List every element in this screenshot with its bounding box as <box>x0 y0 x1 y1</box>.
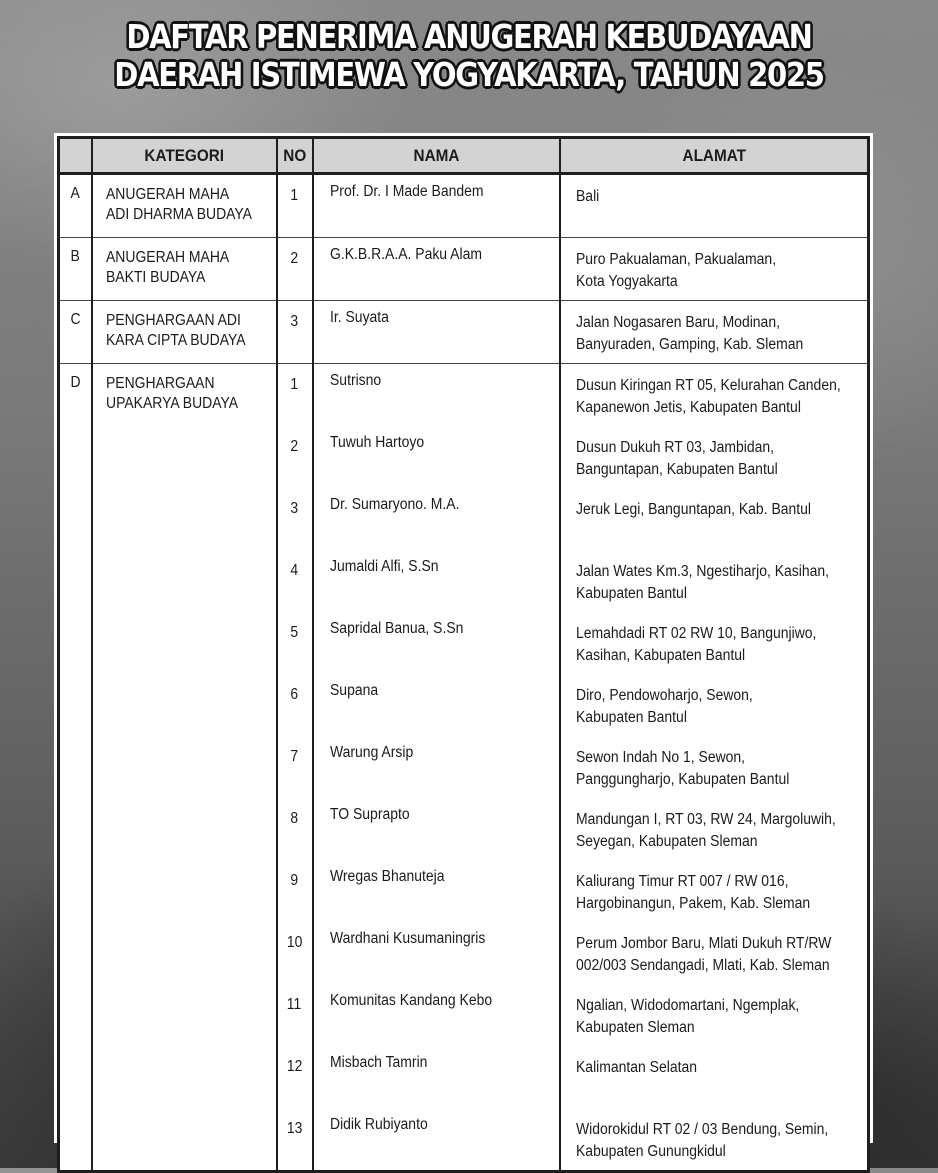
entry-no: 9 <box>290 872 299 889</box>
entry-name-cell <box>314 364 559 426</box>
entry-name-cell <box>314 1108 559 1170</box>
entry-no-cell <box>278 1108 312 1170</box>
table-row-category-b <box>59 238 869 301</box>
entry-no-cell <box>278 1046 312 1108</box>
nama-column <box>313 301 560 364</box>
entry-address-cell <box>561 426 868 488</box>
entry-no: 2 <box>290 438 299 455</box>
entry-name: Supana <box>329 682 378 699</box>
table-row-category-a <box>59 174 869 238</box>
entry-address-line-2: Kapanewon Jetis, Kabupaten Bantul <box>575 399 801 416</box>
entry-name: Sutrisno <box>329 372 381 389</box>
entry-name: Misbach Tamrin <box>329 1054 427 1071</box>
entry-address-line-2: Panggungharjo, Kabupaten Bantul <box>575 771 789 788</box>
entry-address-line-1: Diro, Pendowoharjo, Sewon, <box>575 687 753 704</box>
entry-no: 6 <box>290 686 299 703</box>
entry-address-cell <box>561 301 868 363</box>
entry-name: Jumaldi Alfi, S.Sn <box>329 558 439 575</box>
entry-address-line-2: 002/003 Sendangadi, Mlati, Kab. Sleman <box>575 957 830 974</box>
recipients-table <box>57 136 870 1173</box>
entry-address-line-2: Hargobinangun, Pakem, Kab. Sleman <box>575 895 810 912</box>
entry-name: Ir. Suyata <box>329 309 389 326</box>
alamat-column <box>560 364 869 1172</box>
entry-name-cell <box>314 238 559 300</box>
entry-address-cell <box>561 674 868 736</box>
no-column <box>277 301 313 364</box>
entry-no-cell <box>278 301 312 363</box>
entry-no-cell <box>278 922 312 984</box>
entry-no: 2 <box>290 250 299 267</box>
entry-address-line-2: Seyegan, Kabupaten Sleman <box>575 833 757 850</box>
entry-no: 11 <box>287 996 302 1013</box>
entry-address-line-2: Kabupaten Bantul <box>575 585 687 602</box>
entry-name: G.K.B.R.A.A. Paku Alam <box>329 246 482 263</box>
table-header-row <box>59 138 869 174</box>
entry-name: Sapridal Banua, S.Sn <box>329 620 463 637</box>
entry-name-cell <box>314 426 559 488</box>
category-letter: D <box>59 364 92 1172</box>
entry-name-cell <box>314 984 559 1046</box>
table-row-category-c <box>59 301 869 364</box>
page-title <box>0 18 938 94</box>
entry-name-cell <box>314 488 559 550</box>
nama-column <box>313 364 560 1172</box>
entry-address-cell <box>561 1046 868 1108</box>
entry-no: 1 <box>290 376 299 393</box>
entry-no: 7 <box>290 748 299 765</box>
category-name <box>92 301 277 364</box>
entry-no-cell <box>278 984 312 1046</box>
category-line-2: ADI DHARMA BUDAYA <box>105 206 252 223</box>
entry-no-cell <box>278 798 312 860</box>
entry-name-cell <box>314 1046 559 1108</box>
entry-name-cell <box>314 798 559 860</box>
entry-no: 10 <box>286 934 303 951</box>
alamat-column <box>560 174 869 238</box>
entry-address-line-1: Jeruk Legi, Banguntapan, Kab. Bantul <box>575 501 811 518</box>
entry-address-cell <box>561 984 868 1046</box>
entry-name-cell <box>314 175 559 237</box>
entry-name: Dr. Sumaryono. M.A. <box>329 496 459 513</box>
entry-name: TO Suprapto <box>329 806 410 823</box>
entry-no: 4 <box>290 562 299 579</box>
entry-address-line-2: Kabupaten Gunungkidul <box>575 1143 726 1160</box>
entry-address-cell <box>561 798 868 860</box>
entry-name: Warung Arsip <box>329 744 413 761</box>
entry-address-cell <box>561 860 868 922</box>
category-letter: A <box>59 174 92 238</box>
header-alamat: ALAMAT <box>560 138 869 174</box>
entry-address-line-1: Widorokidul RT 02 / 03 Bendung, Semin, <box>575 1121 828 1138</box>
header-nama: NAMA <box>313 138 560 174</box>
entry-name-cell <box>314 736 559 798</box>
entry-address-line-1: Lemahdadi RT 02 RW 10, Bangunjiwo, <box>575 625 816 642</box>
entry-address-cell <box>561 736 868 798</box>
entry-name: Prof. Dr. I Made Bandem <box>329 183 484 200</box>
table-row-category-d <box>59 364 869 1172</box>
header-kategori: KATEGORI <box>92 138 277 174</box>
entry-address-line-1: Jalan Wates Km.3, Ngestiharjo, Kasihan, <box>575 563 829 580</box>
no-column <box>277 174 313 238</box>
category-name <box>92 174 277 238</box>
no-column <box>277 364 313 1172</box>
alamat-column <box>560 301 869 364</box>
nama-column <box>313 238 560 301</box>
entry-name: Wregas Bhanuteja <box>329 868 445 885</box>
entry-address-cell <box>561 1108 868 1170</box>
entry-no-cell <box>278 860 312 922</box>
category-line-2: UPAKARYA BUDAYA <box>105 395 238 412</box>
recipients-table-frame <box>54 133 873 1160</box>
entry-address-line-1: Dusun Dukuh RT 03, Jambidan, <box>575 439 774 456</box>
entry-address-cell <box>561 175 868 237</box>
entry-name-cell <box>314 550 559 612</box>
category-line-2: BAKTI BUDAYA <box>105 269 205 286</box>
entry-address-line-2: Banyuraden, Gamping, Kab. Sleman <box>575 336 803 353</box>
entry-no-cell <box>278 612 312 674</box>
entry-address-cell <box>561 922 868 984</box>
entry-name-cell <box>314 860 559 922</box>
entry-no-cell <box>278 175 312 237</box>
entry-address-cell <box>561 488 868 550</box>
entry-no: 8 <box>290 810 299 827</box>
entry-address-line-1: Ngalian, Widodomartani, Ngemplak, <box>575 997 799 1014</box>
category-name <box>92 238 277 301</box>
entry-no-cell <box>278 550 312 612</box>
entry-no: 3 <box>290 313 299 330</box>
entry-address-line-1: Kalimantan Selatan <box>575 1059 697 1076</box>
category-line-2: KARA CIPTA BUDAYA <box>105 332 246 349</box>
entry-no-cell <box>278 364 312 426</box>
entry-name-cell <box>314 674 559 736</box>
entry-address-cell <box>561 550 868 612</box>
entry-name-cell <box>314 922 559 984</box>
title-line-1: DAFTAR PENERIMA ANUGERAH KEBUDAYAAN <box>126 17 812 56</box>
entry-name: Wardhani Kusumaningris <box>329 930 485 947</box>
alamat-column <box>560 238 869 301</box>
entry-name: Didik Rubiyanto <box>329 1116 428 1133</box>
entry-no: 13 <box>286 1120 303 1137</box>
entry-name-cell <box>314 612 559 674</box>
entry-address-line-2: Kota Yogyakarta <box>575 273 678 290</box>
entry-no: 5 <box>290 624 299 641</box>
entry-no-cell <box>278 426 312 488</box>
entry-no-cell <box>278 736 312 798</box>
entry-address-line-1: Jalan Nogasaren Baru, Modinan, <box>575 314 780 331</box>
category-line-1: ANUGERAH MAHA <box>105 249 229 266</box>
entry-address-line-2: Banguntapan, Kabupaten Bantul <box>575 461 778 478</box>
entry-name-cell <box>314 301 559 363</box>
entry-address-cell <box>561 612 868 674</box>
entry-address-line-1: Mandungan I, RT 03, RW 24, Margoluwih, <box>575 811 836 828</box>
entry-no-cell <box>278 238 312 300</box>
entry-no: 1 <box>290 187 299 204</box>
entry-address-line-1: Puro Pakualaman, Pakualaman, <box>575 251 776 268</box>
entry-no-cell <box>278 488 312 550</box>
entry-address-cell <box>561 238 868 300</box>
entry-no: 3 <box>290 500 299 517</box>
entry-address-line-1: Dusun Kiringan RT 05, Kelurahan Canden, <box>575 377 841 394</box>
entry-address-line-2: Kabupaten Bantul <box>575 709 687 726</box>
entry-address-line-2: Kabupaten Sleman <box>575 1019 695 1036</box>
no-column <box>277 238 313 301</box>
title-line-2: DAERAH ISTIMEWA YOGYAKARTA, TAHUN 2025 <box>114 55 824 94</box>
entry-address-cell <box>561 364 868 426</box>
entry-address-line-2: Kasihan, Kabupaten Bantul <box>575 647 745 664</box>
entry-name: Tuwuh Hartoyo <box>329 434 424 451</box>
nama-column <box>313 174 560 238</box>
header-letter <box>59 138 92 174</box>
category-line-1: PENGHARGAAN ADI <box>105 312 241 329</box>
category-letter: C <box>59 301 92 364</box>
category-line-1: PENGHARGAAN <box>105 375 215 392</box>
entry-address-line-1: Bali <box>575 188 599 205</box>
entry-address-line-1: Kaliurang Timur RT 007 / RW 016, <box>575 873 788 890</box>
category-name <box>92 364 277 1172</box>
entry-name: Komunitas Kandang Kebo <box>329 992 492 1009</box>
entry-no-cell <box>278 674 312 736</box>
entry-no: 12 <box>286 1058 303 1075</box>
category-letter: B <box>59 238 92 301</box>
category-line-1: ANUGERAH MAHA <box>105 186 229 203</box>
entry-address-line-1: Perum Jombor Baru, Mlati Dukuh RT/RW <box>575 935 831 952</box>
entry-address-line-1: Sewon Indah No 1, Sewon, <box>575 749 745 766</box>
header-no: NO <box>277 138 313 174</box>
